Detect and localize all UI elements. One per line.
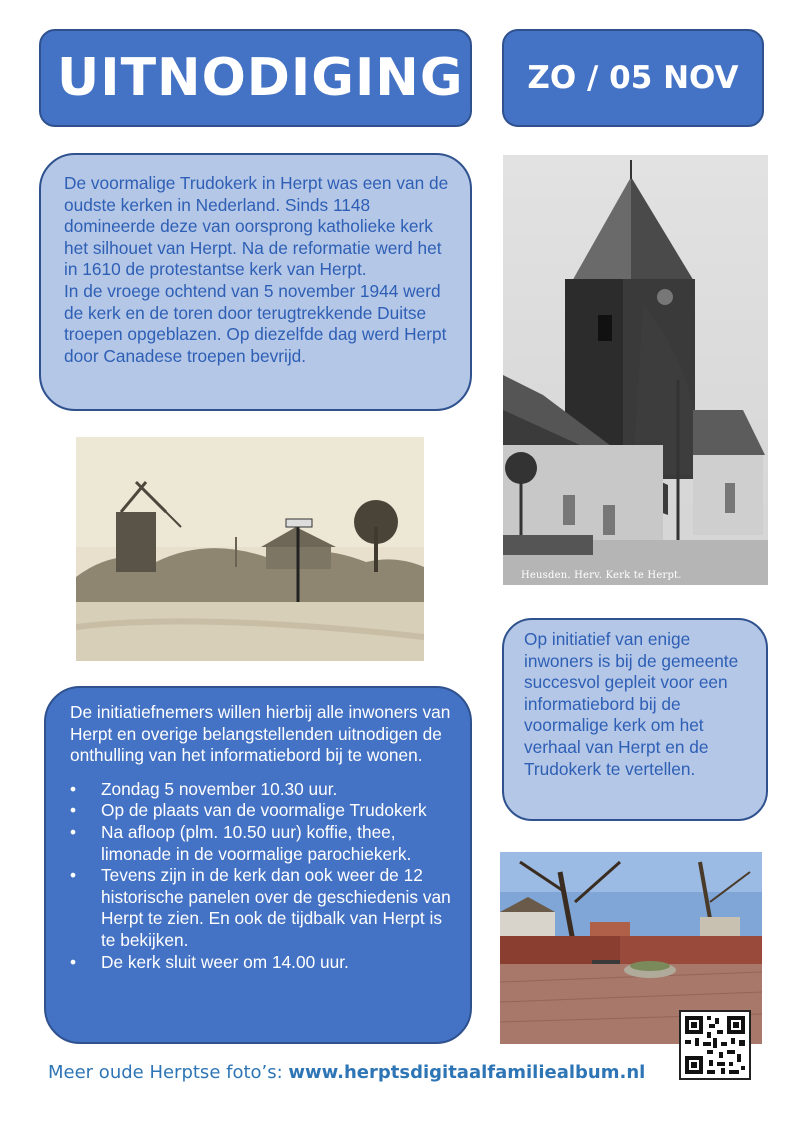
qr-code-pattern — [681, 1012, 749, 1078]
church-illustration — [503, 155, 768, 585]
event-details-list — [70, 779, 456, 973]
footer-line — [48, 1062, 645, 1083]
church-photo — [503, 155, 768, 585]
website-link[interactable]: www.herptsdigitaalfamiliealbum.nl — [288, 1062, 646, 1083]
list-item: • Op de plaats van de voormalige Trudokerk — [70, 800, 456, 822]
church-photo-caption: Heusden. Herv. Kerk te Herpt. — [521, 570, 682, 581]
title-banner — [39, 29, 472, 127]
intro-paragraph-1: De voormalige Trudokerk in Herpt was een van de oudste kerken in Nederland. Sinds 1148 domineerde deze van oorsprong katholieke kerk het silhouet van Herpt. Na de reformatie werd het in 1610 de protestantse kerk van Herpt. — [64, 173, 449, 280]
event-date: ZO / 05 NOV — [527, 60, 739, 96]
invitation-intro: De initiatiefnemers willen hierbij alle inwoners van Herpt en overige belangstellenden uitnodigen de onthulling van het informatiebord bij te wonen. — [70, 702, 451, 766]
intro-textbox — [39, 153, 472, 411]
initiative-textbox — [502, 618, 768, 821]
invitation-textbox — [44, 686, 472, 1044]
list-item: • Tevens zijn in de kerk dan ook weer de 12 historische panelen over de geschiedenis van Herpt te zien. En ook de tijdbalk van Herpt is te bekijken. — [70, 865, 456, 951]
qr-code[interactable] — [679, 1010, 751, 1080]
ruins-photo — [76, 437, 424, 661]
footer-prefix: Meer oude Herptse foto’s: — [48, 1062, 289, 1083]
list-item: • De kerk sluit weer om 14.00 uur. — [70, 952, 456, 974]
ruins-illustration — [76, 437, 424, 661]
list-item: • Zondag 5 november 10.30 uur. — [70, 779, 456, 801]
initiative-text: Op initiatief van enige inwoners is bij de gemeente succesvol gepleit voor een informatiebord bij de voormalige kerk om het verhaal van Herpt en de Trudokerk te vertellen. — [524, 629, 739, 779]
page-title: UITNODIGING — [57, 48, 464, 108]
list-item: • Na afloop (plm. 10.50 uur) koffie, thee, limonade in de voormalige parochiekerk. — [70, 822, 456, 865]
date-banner — [502, 29, 764, 127]
intro-paragraph-2: In de vroege ochtend van 5 november 1944 werd de kerk en de toren door terugtrekkende Duitse troepen opgeblazen. Op diezelfde dag werd Herpt door Canadese troepen bevrijd. — [64, 280, 447, 366]
